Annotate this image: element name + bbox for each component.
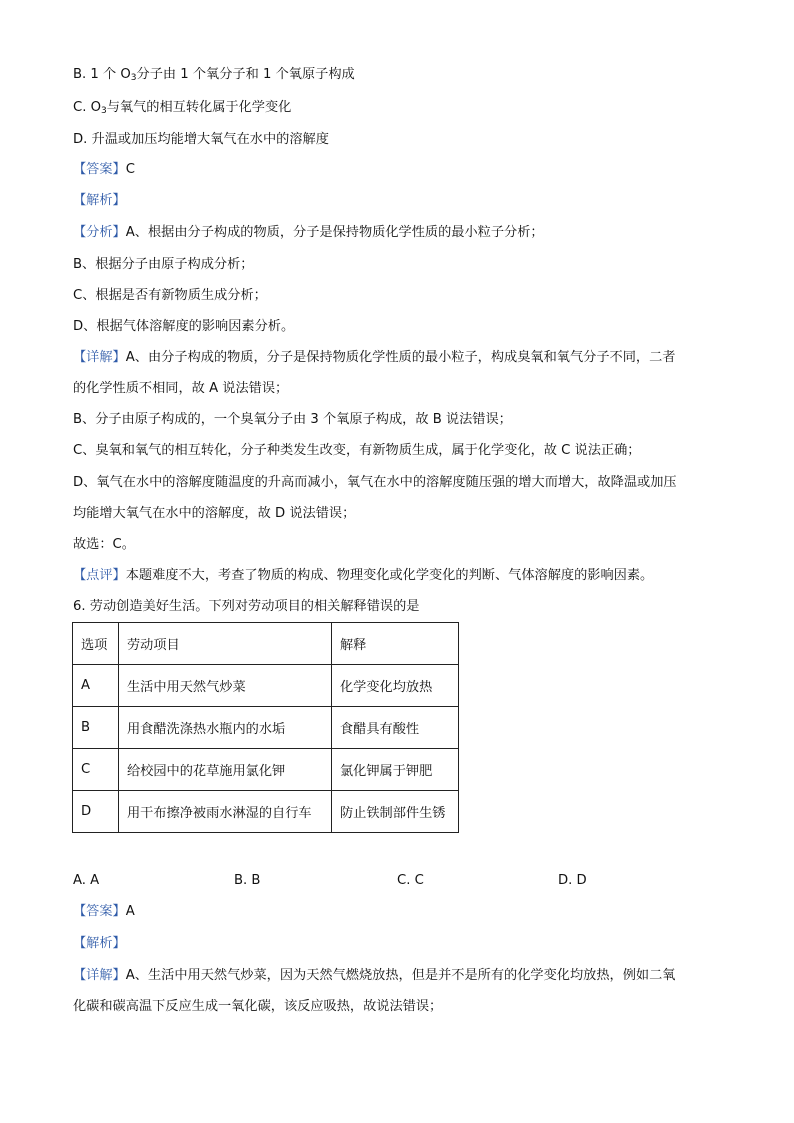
fenxi-tag: 【分析】 [73,225,126,240]
comment-tag: 【点评】 [73,568,126,583]
choice-b: B. B [234,873,261,888]
option-b-subscript: 3 [130,73,137,83]
xiangjie-tag: 【详解】 [73,350,126,365]
xiangjie-c-line: C、臭氧和氧气的相互转化，分子种类发生改变，有新物质生成，属于化学变化，故 C 说法正确； [73,443,641,458]
option-d-line: D. 升温或加压均能增大氧气在水中的溶解度 [73,132,329,147]
table-cell-item: 生活中用天然气炒菜 [119,665,332,707]
analysis-tag: 【解析】 [73,193,126,208]
q6-xiangjie-tag: 【详解】 [73,968,126,983]
q6-answer-value: A [125,904,135,919]
option-b-line [73,66,723,84]
question-6-table [72,622,459,833]
table-cell-item: 给校园中的花草施用氯化钾 [119,749,332,791]
table-cell-option: C [73,749,119,791]
q6-answer-tag: 【答案】 [73,904,126,919]
table-cell-option: B [73,707,119,749]
choice-a: A. A [73,873,100,888]
option-c-post: 与氧气的相互转化属于化学变化 [106,100,292,115]
conclusion-line: 故选：C。 [73,537,135,552]
table-cell-explanation: 氯化钾属于钾肥 [332,749,459,791]
q6-answer-line [73,903,723,921]
xiangjie-a-line-1 [73,349,723,367]
table-header-cell: 解释 [332,623,459,665]
q6-xiangjie-text-1: A、生活中用天然气炒菜，因为天然气燃烧放热，但是并不是所有的化学变化均放热，例如二氧 [125,968,676,983]
fenxi-c-line: C、根据是否有新物质生成分析； [73,288,267,303]
table-row [73,665,459,707]
xiangjie-a-text-1: A、由分子构成的物质，分子是保持物质化学性质的最小粒子，构成臭氧和氧气分子不同，二者 [125,350,676,365]
xiangjie-d-line-1: D、氧气在水中的溶解度随温度的升高而减小，氧气在水中的溶解度随压强的增大而增大，故降温或加压 [73,475,677,490]
answer-line [73,161,723,179]
table-cell-option: D [73,791,119,833]
table-row [73,791,459,833]
option-b-pre: B. 1 个 O [73,67,131,82]
table-cell-explanation: 化学变化均放热 [332,665,459,707]
table-header-cell: 选项 [73,623,119,665]
option-c-subscript: 3 [100,106,107,116]
xiangjie-a-line-2: 的化学性质不相同，故 A 说法错误； [73,381,289,396]
q6-xiangjie-line-1 [73,967,723,985]
option-c-line [73,99,723,117]
comment-line [73,567,723,585]
analysis-heading [73,192,723,210]
fenxi-a-line [73,224,723,242]
fenxi-d-line: D、根据气体溶解度的影响因素分析。 [73,319,295,334]
table-cell-option: A [73,665,119,707]
table-cell-item: 用干布擦净被雨水淋湿的自行车 [119,791,332,833]
option-b-post: 分子由 1 个氧分子和 1 个氧原子构成 [136,67,355,82]
answer-value: C [125,162,135,177]
xiangjie-d-line-2: 均能增大氧气在水中的溶解度，故 D 说法错误； [73,506,356,521]
option-c-pre: C. O [73,100,101,115]
fenxi-b-line: B、根据分子由原子构成分析； [73,257,254,272]
table-row [73,749,459,791]
fenxi-a-text: A、根据由分子构成的物质，分子是保持物质化学性质的最小粒子分析； [125,225,544,240]
table-cell-explanation: 防止铁制部件生锈 [332,791,459,833]
choice-d: D. D [558,873,587,888]
q6-analysis-heading [73,935,723,953]
table-header-cell: 劳动项目 [119,623,332,665]
answer-tag: 【答案】 [73,162,126,177]
xiangjie-b-line: B、分子由原子构成的，一个臭氧分子由 3 个氧原子构成，故 B 说法错误； [73,412,512,427]
table-cell-item: 用食醋洗涤热水瓶内的水垢 [119,707,332,749]
table-header-row [73,623,459,665]
table-row [73,707,459,749]
q6-xiangjie-line-2: 化碳和碳高温下反应生成一氧化碳，该反应吸热，故说法错误； [73,999,443,1014]
q6-analysis-tag: 【解析】 [73,936,126,951]
table-cell-explanation: 食醋具有酸性 [332,707,459,749]
comment-text: 本题难度不大，考查了物质的构成、物理变化或化学变化的判断、气体溶解度的影响因素。 [125,568,654,583]
choice-c: C. C [397,873,424,888]
question-6-stem: 6. 劳动创造美好生活。下列对劳动项目的相关解释错误的是 [73,599,420,614]
